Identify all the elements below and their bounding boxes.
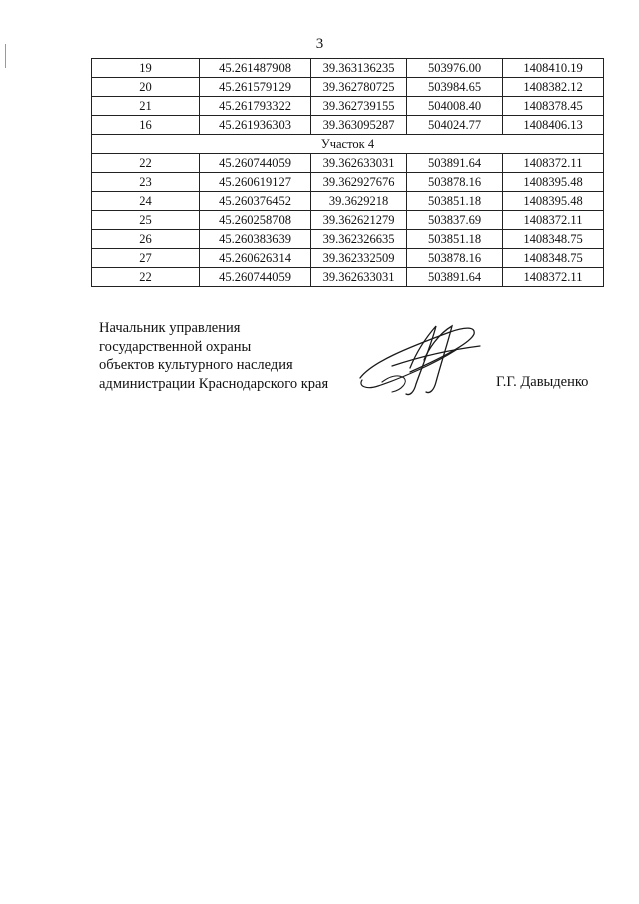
longitude-cell: 39.362326635 <box>311 230 407 249</box>
coordinates-table-body <box>92 59 604 287</box>
y-coordinate-cell: 1408348.75 <box>503 249 604 268</box>
y-coordinate-cell: 1408348.75 <box>503 230 604 249</box>
x-coordinate-cell: 503878.16 <box>407 249 503 268</box>
x-coordinate-cell: 503851.18 <box>407 192 503 211</box>
latitude-cell: 45.260619127 <box>200 173 311 192</box>
title-line: государственной охраны <box>99 338 252 355</box>
table-row <box>92 173 604 192</box>
x-coordinate-cell: 504008.40 <box>407 97 503 116</box>
table-row <box>92 268 604 287</box>
point-number-cell: 24 <box>92 192 200 211</box>
table-row <box>92 59 604 78</box>
longitude-cell: 39.362621279 <box>311 211 407 230</box>
section-label: Участок 4 <box>92 135 604 154</box>
y-coordinate-cell: 1408378.45 <box>503 97 604 116</box>
point-number-cell: 27 <box>92 249 200 268</box>
latitude-cell: 45.260258708 <box>200 211 311 230</box>
latitude-cell: 45.261579129 <box>200 78 311 97</box>
y-coordinate-cell: 1408395.48 <box>503 192 604 211</box>
x-coordinate-cell: 503984.65 <box>407 78 503 97</box>
latitude-cell: 45.260626314 <box>200 249 311 268</box>
longitude-cell: 39.363095287 <box>311 116 407 135</box>
point-number-cell: 22 <box>92 268 200 287</box>
y-coordinate-cell: 1408406.13 <box>503 116 604 135</box>
longitude-cell: 39.362633031 <box>311 268 407 287</box>
latitude-cell: 45.260383639 <box>200 230 311 249</box>
point-number-cell: 25 <box>92 211 200 230</box>
y-coordinate-cell: 1408382.12 <box>503 78 604 97</box>
x-coordinate-cell: 503851.18 <box>407 230 503 249</box>
longitude-cell: 39.363136235 <box>311 59 407 78</box>
signatory-name: Г.Г. Давыденко <box>496 374 589 390</box>
longitude-cell: 39.362739155 <box>311 97 407 116</box>
x-coordinate-cell: 503891.64 <box>407 154 503 173</box>
handwritten-signature <box>352 320 482 400</box>
longitude-cell: 39.362927676 <box>311 173 407 192</box>
title-line: администрации Краснодарского края <box>99 375 329 392</box>
title-line: Начальник управления <box>99 320 241 336</box>
point-number-cell: 22 <box>92 154 200 173</box>
table-row <box>92 97 604 116</box>
x-coordinate-cell: 503878.16 <box>407 173 503 192</box>
longitude-cell: 39.362633031 <box>311 154 407 173</box>
table-row <box>92 78 604 97</box>
coordinates-table <box>91 58 604 287</box>
point-number-cell: 19 <box>92 59 200 78</box>
y-coordinate-cell: 1408395.48 <box>503 173 604 192</box>
longitude-cell: 39.362332509 <box>311 249 407 268</box>
signature-title-block <box>99 319 328 393</box>
point-number-cell: 16 <box>92 116 200 135</box>
table-row <box>92 192 604 211</box>
point-number-cell: 21 <box>92 97 200 116</box>
table-row <box>92 230 604 249</box>
latitude-cell: 45.260744059 <box>200 154 311 173</box>
table-row <box>92 211 604 230</box>
latitude-cell: 45.261793322 <box>200 97 311 116</box>
point-number-cell: 23 <box>92 173 200 192</box>
y-coordinate-cell: 1408372.11 <box>503 268 604 287</box>
point-number-cell: 26 <box>92 230 200 249</box>
latitude-cell: 45.261487908 <box>200 59 311 78</box>
section-header-row <box>92 135 604 154</box>
latitude-cell: 45.260376452 <box>200 192 311 211</box>
x-coordinate-cell: 503891.64 <box>407 268 503 287</box>
y-coordinate-cell: 1408372.11 <box>503 211 604 230</box>
table-row <box>92 249 604 268</box>
y-coordinate-cell: 1408410.19 <box>503 59 604 78</box>
table-row <box>92 154 604 173</box>
title-line: объектов культурного наследия <box>99 357 293 373</box>
point-number-cell: 20 <box>92 78 200 97</box>
page-number: 3 <box>315 36 324 52</box>
longitude-cell: 39.3629218 <box>311 192 407 211</box>
x-coordinate-cell: 503837.69 <box>407 211 503 230</box>
table-row <box>92 116 604 135</box>
x-coordinate-cell: 503976.00 <box>407 59 503 78</box>
y-coordinate-cell: 1408372.11 <box>503 154 604 173</box>
longitude-cell: 39.362780725 <box>311 78 407 97</box>
latitude-cell: 45.261936303 <box>200 116 311 135</box>
latitude-cell: 45.260744059 <box>200 268 311 287</box>
x-coordinate-cell: 504024.77 <box>407 116 503 135</box>
